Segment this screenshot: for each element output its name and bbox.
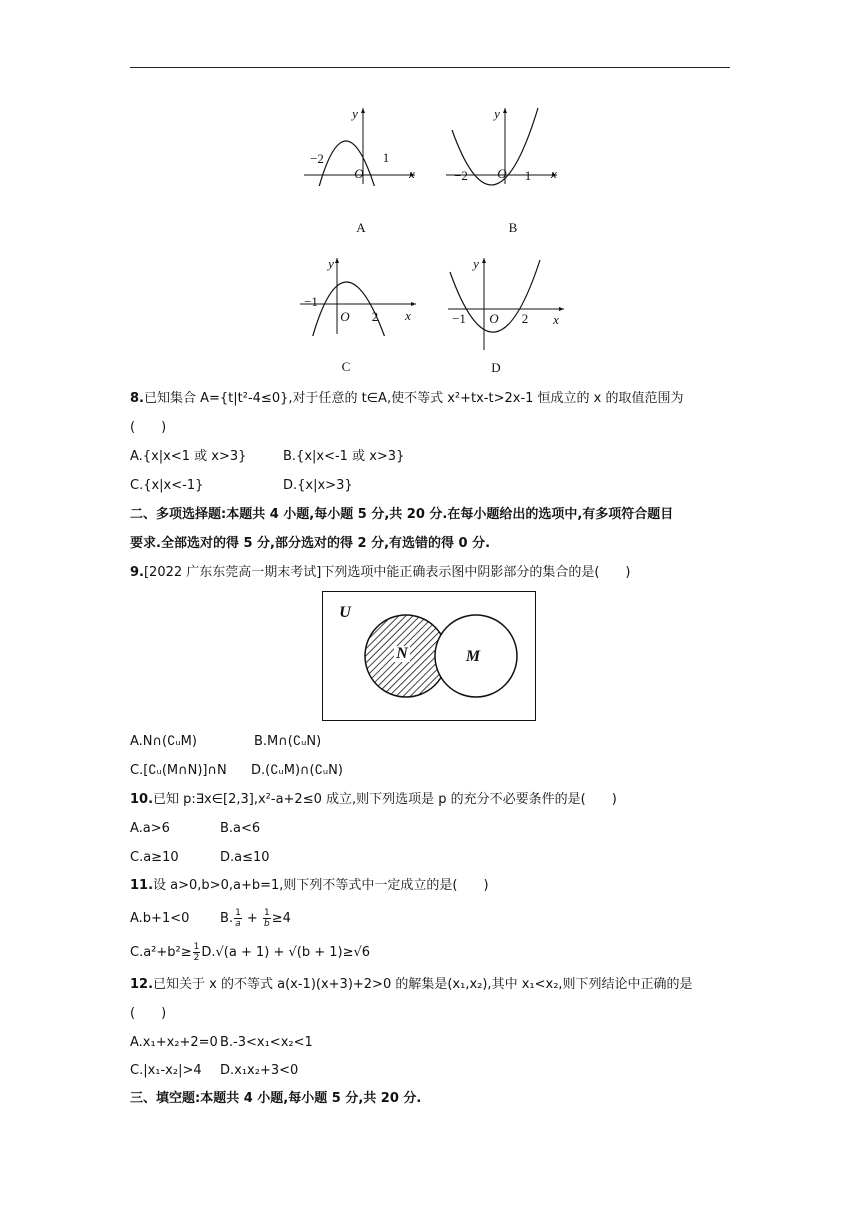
section3-heading: 三、填空题:本题共 4 小题,每小题 5 分,共 20 分. <box>130 1091 422 1106</box>
q11-option-b <box>220 906 291 932</box>
section2-heading-line1: 二、多项选择题:本题共 4 小题,每小题 5 分,共 20 分.在每小题给出的选项中,有多项符合题目 <box>130 507 674 522</box>
graph-b-tick-left: −2 <box>454 168 468 183</box>
q8-option-d: D.{x|x>3} <box>283 478 353 493</box>
venn-diagram <box>322 591 536 721</box>
q8-stem <box>130 390 684 408</box>
q12-option-a: A.x₁+x₂+2=0 <box>130 1035 218 1050</box>
q10-stem-text: 已知 p:∃x∈[2,3],x²-a+2≤0 成立,则下列选项是 p 的充分不必要条件的是( ) <box>153 792 617 807</box>
graph-a-tick-left: −2 <box>310 151 324 166</box>
q8-option-c: C.{x|x<-1} <box>130 478 204 493</box>
graph-b-y-label: y <box>494 106 500 121</box>
q11-number: 11. <box>130 878 154 893</box>
q9-option-d: D.(∁ᵤM)∩(∁ᵤN) <box>251 763 343 778</box>
q12-stem <box>130 976 693 994</box>
q10-option-b: B.a<6 <box>220 821 261 836</box>
q11-option-c-frac <box>193 942 201 963</box>
q11-option-b-frac1-num: 1 <box>235 908 241 918</box>
q11-option-a: A.b+1<0 <box>130 911 190 926</box>
q9-stem-text: [2022 广东东莞高一期末考试]下列选项中能正确表示图中阴影部分的集合的是( ) <box>143 565 631 580</box>
graph-b <box>442 104 562 186</box>
venn-label-n: N <box>394 646 410 662</box>
graph-a-y-label: y <box>352 106 358 121</box>
q10-option-d: D.a≤10 <box>220 850 270 865</box>
q12-number: 12. <box>130 977 154 992</box>
venn-label-u: U <box>339 604 351 621</box>
q8-stem-a: 已知集合 <box>143 391 201 406</box>
q10-stem <box>130 791 617 809</box>
graph-c-origin: O <box>340 309 350 324</box>
graph-d-tick-left: −1 <box>452 311 466 326</box>
q8-option-a: A.{x|x<1 或 x>3} <box>130 449 247 464</box>
q11-option-b-frac2-num: 1 <box>263 908 270 918</box>
q11-option-b-frac1-den: a <box>235 919 241 929</box>
graph-a <box>300 104 420 186</box>
graph-a-x-label: x <box>409 166 415 181</box>
q8-stem-b: A={t|t²-4≤0},对于任意的 t∈A,使不等式 x²+tx-t>2x-1 恒成立的 x 的取值范围为 <box>200 391 684 406</box>
q10-option-a: A.a>6 <box>130 821 170 836</box>
q9-stem <box>130 564 631 582</box>
q12-option-c: C.|x₁-x₂|>4 <box>130 1063 202 1078</box>
q8-option-b: B.{x|x<-1 或 x>3} <box>283 449 405 464</box>
q10-number: 10. <box>130 792 154 807</box>
graph-d-y-label: y <box>473 256 479 271</box>
graph-c <box>296 254 420 336</box>
graph-c-tick-left: −1 <box>304 294 318 309</box>
q11-option-c <box>130 940 370 966</box>
graph-c-y-label: y <box>328 256 334 271</box>
q9-number: 9. <box>130 565 144 580</box>
graph-c-tick-right: 2 <box>371 309 379 324</box>
q11-option-c-frac-num: 1 <box>193 942 200 952</box>
q12-paren: ( ) <box>130 1006 167 1021</box>
q11-option-b-frac1 <box>234 908 242 929</box>
section2-heading-line2: 要求.全部选对的得 5 分,部分选对的得 2 分,有选错的得 0 分. <box>130 536 491 551</box>
q11-option-c-frac-den: 2 <box>193 953 200 963</box>
q12-option-b: B.-3<x₁<x₂<1 <box>220 1035 313 1050</box>
graph-d-origin: O <box>489 311 499 326</box>
graph-b-origin: O <box>497 166 507 181</box>
graph-c-caption: C <box>341 359 351 374</box>
graph-a-caption: A <box>356 220 366 235</box>
q11-stem-text: 设 a>0,b>0,a+b=1,则下列不等式中一定成立的是( ) <box>153 878 489 893</box>
q11-option-b-frac2-den: b <box>263 919 270 929</box>
q11-option-b-prefix: B. <box>220 911 234 926</box>
q9-option-a: A.N∩(∁ᵤM) <box>130 734 197 749</box>
graph-c-x-label: x <box>405 308 411 323</box>
q11-option-b-plus: + <box>242 911 262 926</box>
graph-b-x-label: x <box>551 166 557 181</box>
q10-option-c: C.a≥10 <box>130 850 179 865</box>
q11-option-c-prefix: C.a²+b²≥ <box>130 945 192 960</box>
q8-paren: ( ) <box>130 420 167 435</box>
q12-stem-text: 已知关于 x 的不等式 a(x-1)(x+3)+2>0 的解集是(x₁,x₂),其中 x₁<x₂,则下列结论中正确的是 <box>153 977 693 992</box>
header-rule <box>130 67 730 68</box>
graph-b-caption: B <box>508 220 518 235</box>
graph-b-tick-right: 1 <box>524 168 532 183</box>
graph-a-tick-right: 1 <box>382 150 390 165</box>
graph-d-tick-right: 2 <box>521 311 529 326</box>
q9-option-c: C.[∁ᵤ(M∩N)]∩N <box>130 763 227 778</box>
q8-number: 8. <box>130 391 144 406</box>
q11-option-b-suffix: ≥4 <box>271 911 291 926</box>
q11-option-b-frac2 <box>263 908 271 929</box>
q11-option-d: D.√(a + 1) + √(b + 1)≥√6 <box>201 945 371 960</box>
q12-option-d: D.x₁x₂+3<0 <box>220 1063 299 1078</box>
q11-stem <box>130 877 489 895</box>
graph-d-x-label: x <box>553 312 559 327</box>
graph-a-origin: O <box>354 166 364 181</box>
q9-option-b: B.M∩(∁ᵤN) <box>254 734 322 749</box>
graph-d <box>444 254 568 354</box>
venn-label-m: M <box>465 648 481 665</box>
graph-d-caption: D <box>491 360 501 375</box>
